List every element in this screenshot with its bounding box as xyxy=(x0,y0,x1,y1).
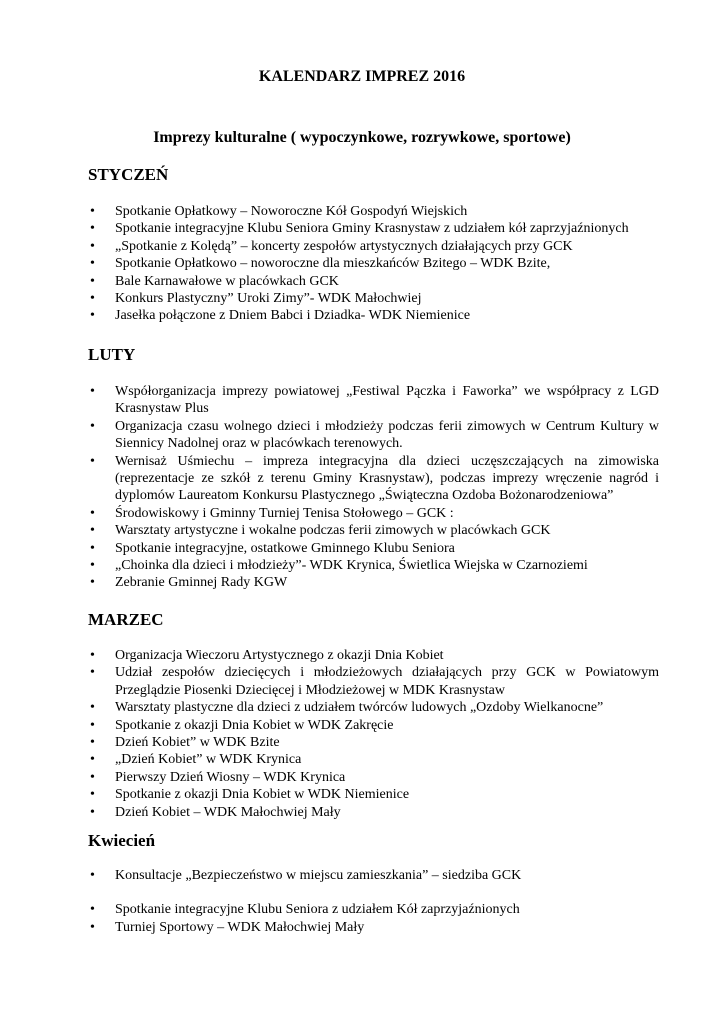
month-heading-marzec: MARZEC xyxy=(88,610,164,629)
list-item: • Spotkanie integracyjne Klubu Seniora Gminy Krasnystaw z udziałem kół zaprzyjaźnionych xyxy=(90,221,629,237)
list-item: • Pierwszy Dzień Wiosny – WDK Krynica xyxy=(90,769,346,785)
list-item: • Warsztaty plastyczne dla dzieci z udziałem twórców ludowych „Ozdoby Wielkanocne” xyxy=(90,700,604,716)
bullet-icon: • xyxy=(90,787,95,803)
bullet-icon: • xyxy=(90,308,95,324)
list-item: • Spotkanie Opłatkowo – noworoczne dla mieszkańców Bzitego – WDK Bzite, xyxy=(90,256,551,272)
bullet-icon: • xyxy=(90,453,95,469)
bullet-icon: • xyxy=(90,384,95,399)
list-item: • Konkurs Plastyczny” Uroki Zimy”- WDK Małochwiej xyxy=(90,291,422,307)
list-spacer xyxy=(88,884,659,901)
list-item: • Dzień Kobiet” w WDK Bzite xyxy=(90,735,280,751)
bullet-icon: • xyxy=(90,769,95,785)
bullet-icon: • xyxy=(90,418,95,434)
bullet-icon: • xyxy=(90,665,95,681)
bullet-icon: • xyxy=(90,221,95,237)
list-item: • Konsultacje „Bezpieczeństwo w miejscu zamieszkania” – siedziba GCK xyxy=(90,868,522,883)
bullet-icon: • xyxy=(90,735,95,751)
bullet-icon: • xyxy=(90,238,95,254)
event-list-kwiecien xyxy=(88,867,659,936)
list-item: • Turniej Sportowy – WDK Małochwiej Mały xyxy=(90,919,365,935)
list-item: • Organizacja Wieczoru Artystycznego z okazji Dnia Kobiet xyxy=(90,648,444,663)
bullet-icon: • xyxy=(90,575,95,591)
list-item: • „Choinka dla dzieci i młodzieży”- WDK Krynica, Świetlica Wiejska w Czarnoziemi xyxy=(90,558,588,574)
list-item: • Współorganizacja imprezy powiatowej „Festiwal Pączka i Faworka” we współpracy z LGD Krasnystaw Plus xyxy=(90,384,659,417)
bullet-icon: • xyxy=(90,804,95,820)
bullet-icon: • xyxy=(90,558,95,574)
list-item: • Bale Karnawałowe w placówkach GCK xyxy=(90,273,339,289)
event-list-luty xyxy=(88,383,659,592)
list-item: • Zebranie Gminnej Rady KGW xyxy=(90,575,288,591)
list-item: • „Spotkanie z Kolędą” – koncerty zespołów artystycznych działających przy GCK xyxy=(90,238,573,254)
bullet-icon: • xyxy=(90,717,95,733)
bullet-icon: • xyxy=(90,256,95,272)
list-item: • Spotkanie integracyjne Klubu Seniora z udziałem Kół zaprzyjaźnionych xyxy=(90,902,520,918)
document-title: KALENDARZ IMPREZ 2016 xyxy=(258,68,466,85)
list-item: • Organizacja czasu wolnego dzieci i młodzieży podczas ferii zimowych w Centrum Kultury w Siennicy Nadolnej oraz w placówkach terenowych. xyxy=(90,418,659,452)
bullet-icon: • xyxy=(90,523,95,539)
bullet-icon: • xyxy=(90,700,95,716)
bullet-icon: • xyxy=(90,204,95,219)
list-item: • Jasełka połączone z Dniem Babci i Dziadka- WDK Niemienice xyxy=(90,308,471,324)
month-heading-kwiecien: Kwiecień xyxy=(88,831,156,850)
bullet-icon: • xyxy=(90,273,95,289)
bullet-icon: • xyxy=(90,752,95,768)
list-item: • Dzień Kobiet – WDK Małochwiej Mały xyxy=(90,804,341,820)
list-item: • Udział zespołów dziecięcych i młodzieżowych działających przy GCK w Powiatowym Przeglądzie Piosenki Dziecięcej i Młodzieżowej w MDK Krasnystaw xyxy=(90,665,659,698)
bullet-icon: • xyxy=(90,902,95,918)
month-heading-styczen: STYCZEŃ xyxy=(88,165,169,184)
bullet-icon: • xyxy=(90,291,95,307)
bullet-icon: • xyxy=(90,919,95,935)
list-item: • Spotkanie integracyjne, ostatkowe Gminnego Klubu Seniora xyxy=(90,540,455,556)
list-item: • Spotkanie Opłatkowy – Noworoczne Kół Gospodyń Wiejskich xyxy=(90,204,468,219)
event-list-styczen xyxy=(88,203,659,325)
bullet-icon: • xyxy=(90,648,95,663)
bullet-icon: • xyxy=(90,540,95,556)
bullet-icon: • xyxy=(90,505,95,521)
document-subtitle: Imprezy kulturalne ( wypoczynkowe, rozrywkowe, sportowe) xyxy=(153,129,571,146)
bullet-icon: • xyxy=(90,868,95,883)
month-heading-luty: LUTY xyxy=(88,345,136,364)
list-item: • Warsztaty artystyczne i wokalne podczas ferii zimowych w placówkach GCK xyxy=(90,523,551,539)
list-item: • Wernisaż Uśmiechu – impreza integracyjna dla dzieci uczęszczających na zimowiska (reprezentacje ze szkół z terenu Gminy Krasnystaw), podczas imprezy wręczenie nagród i dyplomów Laureatom Konkursu Plastycznego „Świąteczna Ozdoba Bożonarodzeniowa” xyxy=(90,453,659,504)
event-list-marzec xyxy=(88,647,659,821)
list-item: • Spotkanie z okazji Dnia Kobiet w WDK Zakręcie xyxy=(90,717,394,733)
list-item: • Spotkanie z okazji Dnia Kobiet w WDK Niemienice xyxy=(90,787,410,803)
list-item: • „Dzień Kobiet” w WDK Krynica xyxy=(90,752,302,768)
list-item: • Środowiskowy i Gminny Turniej Tenisa Stołowego – GCK : xyxy=(90,505,454,521)
